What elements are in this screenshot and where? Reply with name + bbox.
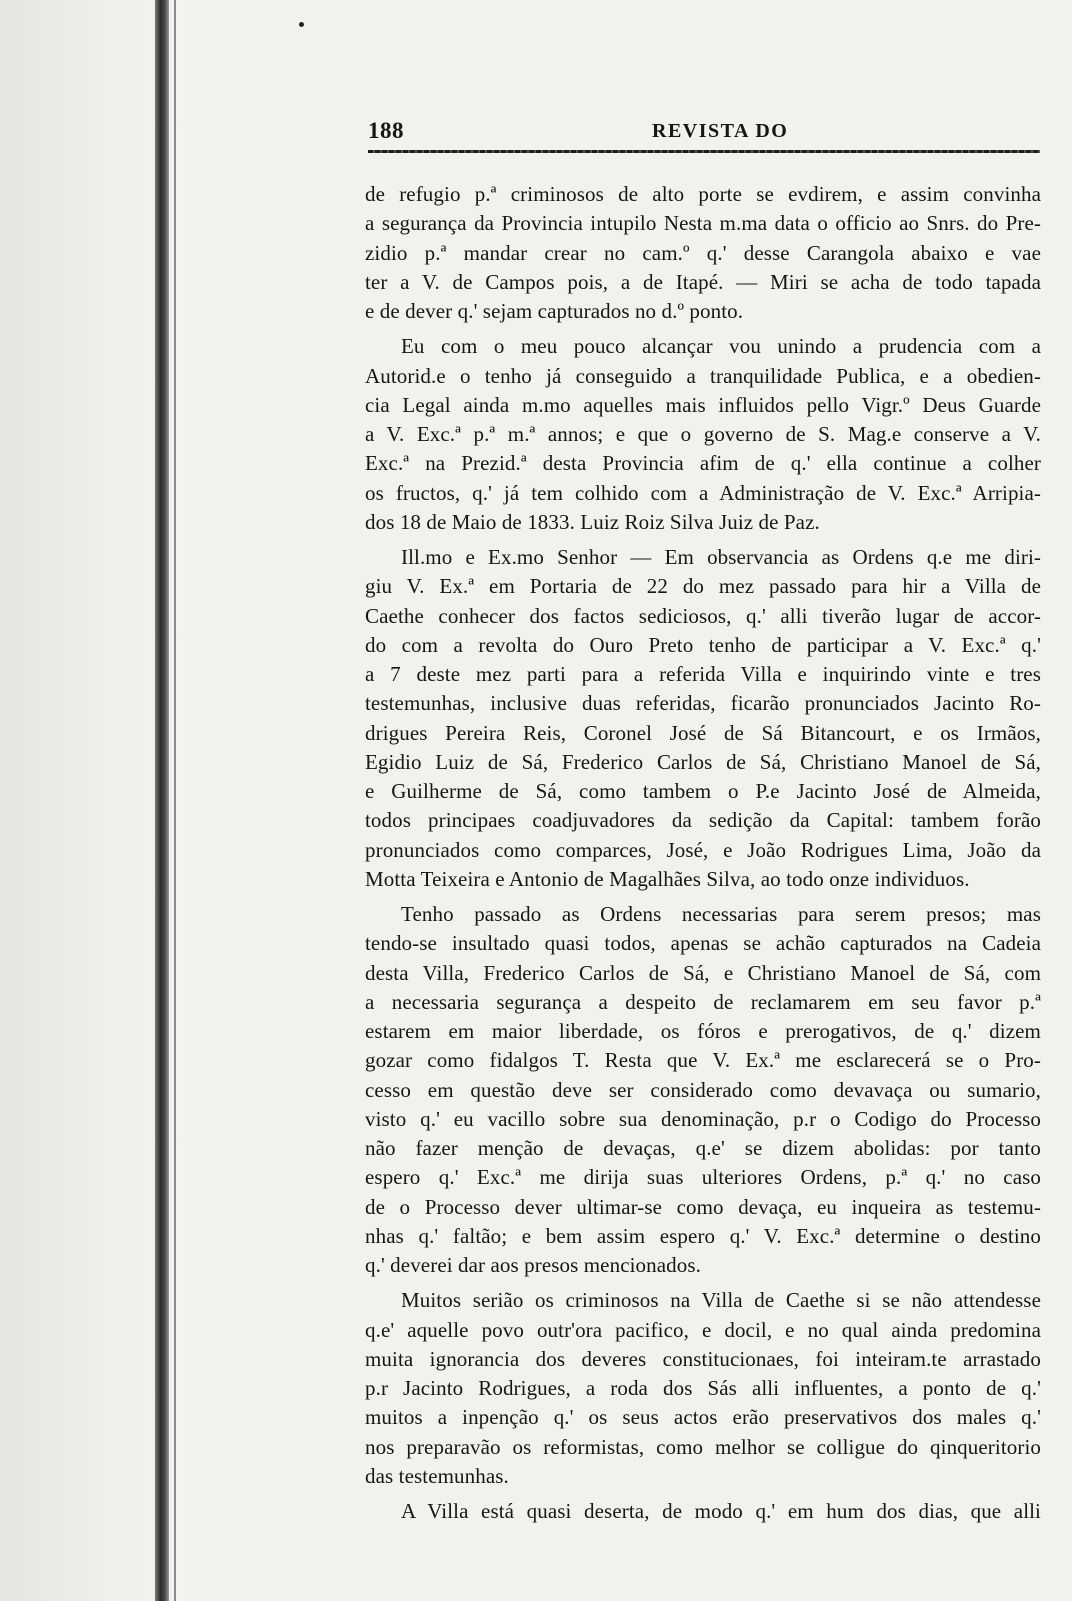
text-line: Autorid.e o tenho já conseguido a tranquilidade Publica, e a obedien- xyxy=(365,363,1041,388)
paragraph xyxy=(365,180,1041,326)
text-line: gozar como fidalgos T. Resta que V. Ex.ª me esclarecerá se o Pro- xyxy=(365,1048,1041,1073)
text-line: pronunciados como comparces, José, e João Rodrigues Lima, João da xyxy=(365,837,1041,862)
page-header xyxy=(368,114,1038,154)
text-line: Muitos serião os criminosos na Villa de Caethe si se não attendesse xyxy=(401,1288,1041,1313)
text-line: Egidio Luiz de Sá, Frederico Carlos de Sá, Christiano Manoel de Sá, xyxy=(365,749,1041,774)
text-line: das testemunhas. xyxy=(365,1463,509,1488)
page-number: 188 xyxy=(368,118,404,143)
book-spine-edge xyxy=(174,0,176,1601)
paragraph xyxy=(365,543,1041,894)
paragraph xyxy=(365,1497,1041,1526)
text-line: cesso em questão deve ser considerado como devavaça ou sumario, xyxy=(365,1077,1041,1102)
text-line: giu V. Ex.ª em Portaria de 22 do mez passado para hir a Villa de xyxy=(365,574,1041,599)
text-line: dos 18 de Maio de 1833. Luiz Roiz Silva Juiz de Paz. xyxy=(365,509,820,534)
text-line: ter a V. de Campos pois, a de Itapé. — Miri se acha de todo tapada xyxy=(365,269,1041,294)
text-line: visto q.' eu vacillo sobre sua denominação, p.r o Codigo do Processo xyxy=(365,1106,1041,1131)
text-line: a 7 deste mez parti para a referida Villa e inquirindo vinte e tres xyxy=(365,662,1041,686)
text-line: Ill.mo e Ex.mo Senhor — Em observancia as Ordens q.e me diri- xyxy=(401,545,1041,569)
text-line: todos principaes coadjuvadores da sedição da Capital: tambem forão xyxy=(365,808,1041,833)
text-line: drigues Pereira Reis, Coronel José de Sá Bitancourt, e os Irmãos, xyxy=(365,720,1041,745)
book-spine-shadow xyxy=(155,0,169,1601)
text-line: e de dever q.' sejam capturados no d.º ponto. xyxy=(365,299,744,323)
text-line: Motta Teixeira e Antonio de Magalhães Silva, ao todo onze individuos. xyxy=(365,866,970,891)
text-line: de o Processo dever ultimar-se como devaça, eu inqueira as testemu- xyxy=(365,1194,1041,1219)
ink-speck xyxy=(299,22,304,27)
text-line: e Guilherme de Sá, como tambem o P.e Jacinto José de Almeida, xyxy=(365,779,1041,803)
text-line: q.' deverei dar aos presos mencionados. xyxy=(365,1253,701,1277)
text-line: a necessaria segurança a despeito de reclamarem em seu favor p.ª xyxy=(365,989,1041,1014)
text-line: do com a revolta do Ouro Preto tenho de participar a V. Exc.ª q.' xyxy=(365,632,1041,657)
running-title: REVISTA DO xyxy=(652,120,789,142)
paragraph xyxy=(365,900,1041,1280)
text-line: Exc.ª na Prezid.ª desta Provincia afim de q.' ella continue a colher xyxy=(365,451,1041,476)
text-line: Caethe conhecer dos factos sediciosos, q.' alli tiverão lugar de accor- xyxy=(365,603,1041,628)
text-line: nhas q.' faltão; e bem assim espero q.' V. Exc.ª determine o destino xyxy=(365,1223,1041,1248)
paragraph xyxy=(365,1286,1041,1491)
text-line: zidio p.ª mandar crear no cam.º q.' desse Carangola abaixo e vae xyxy=(365,240,1041,265)
text-line: desta Villa, Frederico Carlos de Sá, e Christiano Manoel de Sá, com xyxy=(365,960,1041,985)
text-line: Eu com o meu pouco alcançar vou unindo a prudencia com a xyxy=(401,334,1041,359)
text-line: muita ignorancia dos deveres constitucionaes, foi inteiram.te arrastado xyxy=(365,1346,1041,1371)
text-line: de refugio p.ª criminosos de alto porte se evdirem, e assim convinha xyxy=(365,182,1041,206)
text-line: Tenho passado as Ordens necessarias para serem presos; mas xyxy=(401,902,1041,926)
text-line: muitos a inpenção q.' os seus actos erão preservativos dos males q.' xyxy=(365,1405,1041,1430)
text-line: a segurança da Provincia intupilo Nesta m.ma data o officio ao Snrs. do Pre- xyxy=(365,211,1041,236)
text-column xyxy=(365,180,1041,1526)
text-line: tendo-se insultado quasi todos, apenas se achão capturados na Cadeia xyxy=(365,931,1041,956)
text-line: a V. Exc.ª p.ª m.ª annos; e que o governo de S. Mag.e conserve a V. xyxy=(365,422,1041,446)
text-line: p.r Jacinto Rodrigues, a roda dos Sás alli influentes, a ponto de q.' xyxy=(365,1376,1041,1400)
text-line: testemunhas, inclusive duas referidas, ficarão pronunciados Jacinto Ro- xyxy=(365,691,1041,716)
text-line: q.e' aquelle povo outr'ora pacifico, e docil, e no qual ainda predomina xyxy=(365,1317,1041,1342)
header-rule xyxy=(368,150,1040,153)
text-line: não fazer menção de devaças, q.e' se dizem abolidas: por tanto xyxy=(365,1136,1041,1160)
text-line: cia Legal ainda m.mo aquelles mais influidos pello Vigr.º Deus Guarde xyxy=(365,392,1041,417)
text-line: estarem em maior liberdade, os fóros e prerogativos, de q.' dizem xyxy=(365,1019,1041,1043)
text-line: os fructos, q.' já tem colhido com a Administração de V. Exc.ª Arripia- xyxy=(365,480,1041,505)
text-line: espero q.' Exc.ª me dirija suas ulteriores Ordens, p.ª q.' no caso xyxy=(365,1165,1041,1190)
text-line: A Villa está quasi deserta, de modo q.' em hum dos dias, que alli xyxy=(401,1499,1041,1523)
text-line: nos preparavão os reformistas, como melhor se colligue do qinqueritorio xyxy=(365,1434,1041,1459)
paragraph xyxy=(365,332,1041,537)
